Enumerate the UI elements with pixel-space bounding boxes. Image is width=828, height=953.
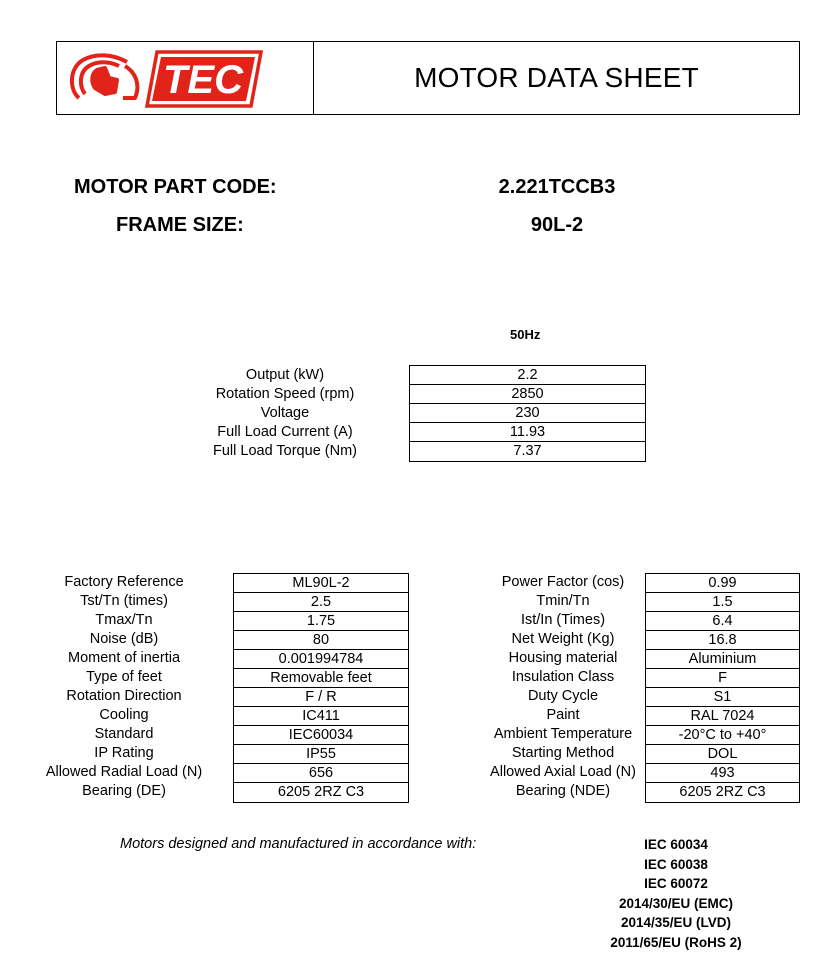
spec-value: -20°C to +40°	[646, 726, 799, 745]
performance-values	[409, 365, 646, 462]
spec-value: 1.5	[646, 593, 799, 612]
compliance-statement: Motors designed and manufactured in accordance with:	[120, 836, 477, 852]
spec-value: 6205 2RZ C3	[679, 784, 766, 800]
frequency-label: 50Hz	[510, 327, 541, 342]
spec-value: Aluminium	[646, 650, 799, 669]
performance-label: Full Load Current (A)	[217, 424, 353, 440]
spec-label: Tmax/Tn	[95, 611, 153, 628]
performance-label: Rotation Speed (rpm)	[215, 386, 355, 402]
spec-label: Rotation Direction	[66, 687, 182, 704]
standard-item: IEC 60038	[644, 856, 708, 872]
spec-label: Allowed Radial Load (N)	[45, 763, 203, 780]
frame-size-label: FRAME SIZE:	[116, 214, 244, 236]
spec-label: Starting Method	[511, 745, 615, 761]
spec-value: IP55	[234, 745, 408, 764]
spec-label: Noise (dB)	[89, 630, 159, 647]
spec-label: Paint	[546, 707, 580, 723]
standard-item: 2014/30/EU (EMC)	[618, 895, 734, 911]
spec-value: 0.001994784	[234, 650, 408, 669]
spec-label: Duty Cycle	[527, 688, 599, 704]
spec-label: Housing material	[508, 650, 618, 666]
spec-label: Ambient Temperature	[493, 726, 633, 742]
spec-value: Removable feet	[234, 669, 408, 688]
performance-labels	[170, 366, 400, 461]
specs-right-labels	[478, 573, 648, 801]
spec-value: 80	[234, 631, 408, 650]
spec-label: Standard	[94, 725, 154, 742]
standard-item: IEC 60034	[644, 837, 708, 852]
standard-item: 2014/35/EU (LVD)	[620, 915, 732, 930]
spec-label: IP Rating	[94, 744, 154, 761]
performance-value: 2850	[410, 385, 645, 404]
header-box	[56, 41, 800, 115]
tec-logo	[65, 48, 265, 110]
spec-value: 493	[646, 764, 799, 783]
performance-label: Voltage	[260, 405, 310, 421]
spec-label: Tst/Tn (times)	[80, 592, 168, 609]
spec-value: RAL 7024	[646, 707, 799, 726]
spec-label: Tmin/Tn	[536, 593, 590, 609]
spec-value: DOL	[646, 745, 799, 764]
spec-label: Bearing (DE)	[82, 782, 166, 799]
spec-label: Allowed Axial Load (N)	[490, 764, 636, 780]
spec-value: 6.4	[646, 612, 799, 631]
spec-label: Moment of inertia	[67, 649, 181, 666]
performance-value: 2.2	[410, 366, 645, 385]
frame-size-value: 90L-2	[530, 214, 584, 236]
part-code-value: 2.221TCCB3	[498, 176, 616, 198]
spec-label: Ist/In (Times)	[520, 612, 606, 628]
spec-value: F	[646, 669, 799, 688]
spec-label: Bearing (NDE)	[515, 783, 611, 799]
specs-right-values	[645, 573, 800, 803]
part-code-label: MOTOR PART CODE:	[74, 176, 277, 198]
specs-left-labels	[40, 573, 208, 801]
spec-value: F / R	[234, 688, 408, 707]
spec-value: 0.99	[646, 574, 799, 593]
spec-value: 656	[234, 764, 408, 783]
spec-label: Factory Reference	[64, 574, 184, 590]
spec-label: Type of feet	[86, 668, 162, 685]
page-title: MOTOR DATA SHEET	[414, 62, 699, 93]
spec-label: Insulation Class	[511, 669, 615, 685]
spec-value: 6205 2RZ C3	[277, 784, 365, 800]
standard-item: IEC 60072	[644, 876, 708, 891]
spec-label: Cooling	[99, 706, 149, 723]
helmet-icon	[72, 55, 137, 98]
specs-left-values	[233, 573, 409, 803]
spec-label: Power Factor (cos)	[501, 574, 625, 590]
spec-label: Net Weight (Kg)	[511, 631, 615, 647]
performance-label: Full Load Torque (Nm)	[213, 443, 357, 459]
spec-value: 16.8	[646, 631, 799, 650]
performance-label: Output (kW)	[245, 367, 325, 383]
performance-value: 7.37	[513, 443, 542, 459]
spec-value: 2.5	[234, 593, 408, 612]
svg-text:TEC: TEC	[163, 58, 243, 102]
performance-value: 11.93	[410, 423, 645, 442]
spec-value: IC411	[234, 707, 408, 726]
standards-list	[576, 835, 776, 952]
spec-value: IEC60034	[234, 726, 408, 745]
tec-wordmark-box	[147, 52, 261, 106]
standard-item: 2011/65/EU (RoHS 2)	[610, 934, 742, 950]
spec-value: ML90L-2	[234, 574, 408, 593]
spec-value: 1.75	[234, 612, 408, 631]
spec-value: S1	[646, 688, 799, 707]
performance-value: 230	[410, 404, 645, 423]
